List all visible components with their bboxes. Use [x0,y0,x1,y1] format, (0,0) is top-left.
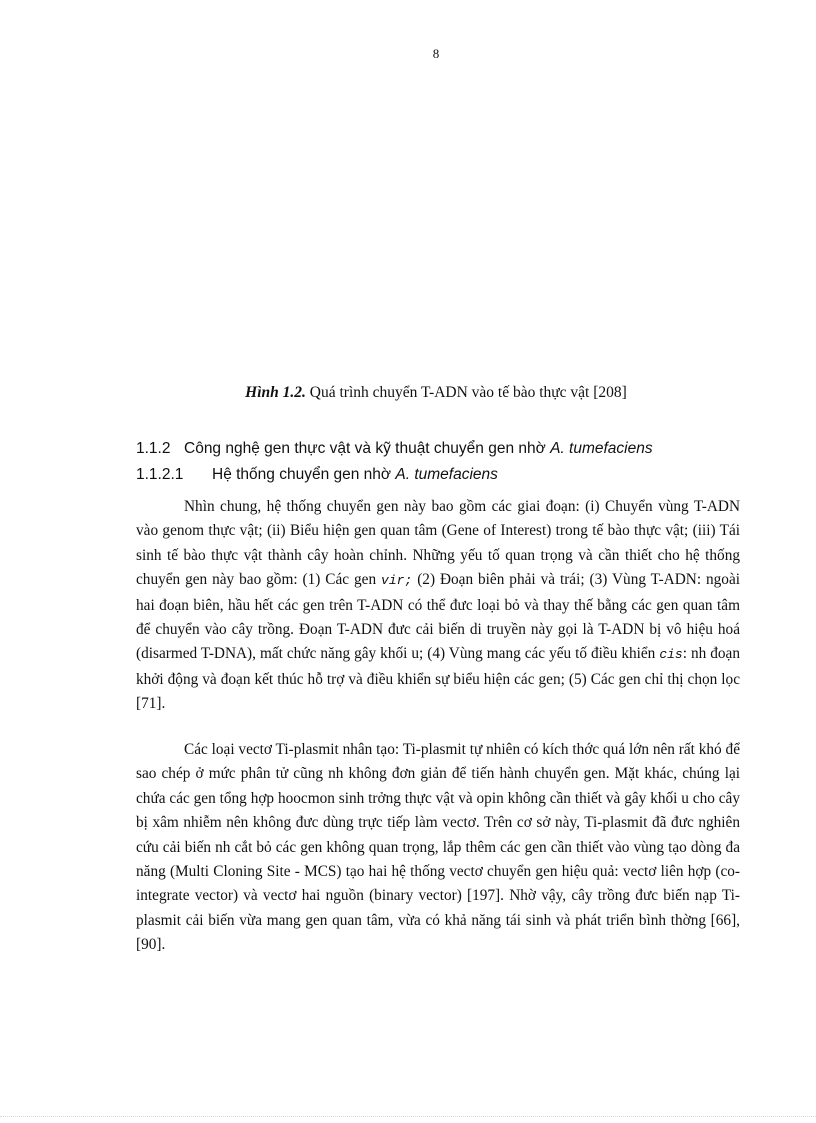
section-heading-text: Công nghệ gen thực vật và kỹ thuật chuyển gen nhờ [184,440,551,457]
paragraph1-part3: : nh đoạn khởi động và đoạn kết thúc hỗ trợ và điều khiển sự biểu hiện các gen; (5) Các gen chỉ thị chọn lọc [71]. [136,645,740,713]
figure-caption [0,384,816,402]
paragraph1-part1: Nhìn chung, hệ thống chuyển gen này bao gồm các giai đoạn: (i) Chuyển vùng T-ADN vào genom thực vật; (ii) Biểu hiện gen quan tâm (Gene of Interest) trong tế bào thực vật; (iii) Tái sinh tế bào thực vật thành cây hoàn chỉnh. Những yếu tố quan trọng và cần thiết cho hệ thống chuyển gen này bao gồm: (1) Các gen [136,498,740,589]
vir-gene-term: vir; [381,573,413,589]
section-heading-number: 1.1.2 [136,440,171,457]
section-heading-species: A. tumefaciens [550,440,653,457]
page-number: 8 [432,46,440,61]
cis-term: cis [659,647,683,663]
subsection-heading-number: 1.1.2.1 [136,466,184,483]
subsection-heading-species: A. tumefaciens [395,466,498,483]
section-heading [136,440,653,458]
figure-image-area [136,80,740,370]
paragraph1-part2: (2) Đoạn biên phải và trái; (3) Vùng T-ADN: ngoài hai đoạn biên, hầu hết các gen trên T-ADN có thể đưc loại bỏ và thay thế bằng các gen quan tâm để chuyển vào cây trồng. Đoạn T-ADN đưc cải biến di truyền này gọi là T-ADN bị vô hiệu hoá (disarmed T-DNA), mất chức năng gây khối u; (4) Vùng mang các yếu tố điều khiển [136,571,740,663]
figure-caption-label: Hình 1.2. [245,384,306,401]
subsection-heading-text: Hệ thống chuyển gen nhờ [212,466,396,483]
page-bottom-rule [0,1116,816,1117]
body-paragraph-2: Các loại vectơ Ti-plasmit nhân tạo: Ti-plasmit tự nhiên có kích thớc quá lớn nên rất khó để sao chép ở mức phân tử cũng nh không đơn giản để tiến hành chuyển gen. Mặt khác, chúng lại chứa các gen tổng hợp hoocmon sinh trởng thực vật và opin không cần thiết và gây khối u cho cây bị xâm nhiễm nên không đưc dùng trực tiếp làm vectơ. Trên cơ sở này, Ti-plasmit đã đưc nghiên cứu cải biến nh cắt bỏ các gen không quan trọng, lắp thêm các gen cần thiết vào vùng tạo dòng đa năng (Multi Cloning Site - MCS) tạo hai hệ thống vectơ chuyển gen hiệu quả: vectơ liên hợp (co-integrate vector) và vectơ hai nguồn (binary vector) [197]. Nhờ vậy, cây trồng đưc biến nạp Ti-plasmit cải biến vừa mang gen quan tâm, vừa có khả năng tái sinh và phát triển bình thờng [66], [90]. [136,741,740,954]
subsection-heading [136,466,498,484]
body-paragraph-1 [136,495,740,717]
figure-caption-text: Quá trình chuyển T-ADN vào tế bào thực vật [208] [305,384,627,401]
